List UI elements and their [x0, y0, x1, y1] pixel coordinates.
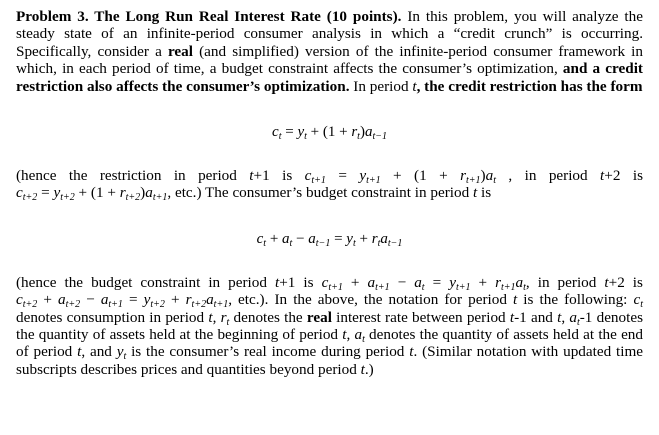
inline-equation-budget-t1: $c_{t+1} + a_{t+1} - a_t = y_{t+1} + r_{t+1}a_t$ — [321, 273, 526, 293]
problem-intro-paragraph: Problem 3. The Long Run Real Interest Rate (10 points). In this problem, you will analyze the steady state of an infinite-period consumer analysis in which a “credit crunch” is occurring. Specifically, consider a real (and simplified) version of the infinite-period consumer framework in which, in each period of time, a budget constraint affects the consumer’s optimization, and a credit restriction also affects the consumer’s optimization. In period t, the credit restriction has the form — [16, 8, 643, 95]
inline-equation-budget-t2: $c_{t+2} + a_{t+2} - a_{t+1} = y_{t+2} + r_{t+2}a_{t+1}$ — [16, 291, 229, 311]
restriction-continuation-paragraph: (hence the restriction in period t+1 is $c_{t+1} = y_{t+1} + (1 + r_{t+1})a_t$ , in period t+2 is $c_{t+2} = y_{t+2} + (1 + r_{t+2})a_{t+1}$, etc.) The consumer’s budget constraint in period t is — [16, 167, 643, 204]
emphasis-credit-clause: and a credit restriction also affects the consumer’s optimization. — [16, 60, 643, 95]
budget-constraint-equation: $c_t + a_t - a_{t-1} = y_t + r_ta_{t-1}$ — [256, 230, 403, 249]
inline-equation-restriction-t1: $c_{t+1} = y_{t+1} + (1 + r_{t+1})a_t$ — [304, 167, 496, 187]
emphasis-real-2: real — [306, 308, 332, 326]
credit-restriction-equation: $c_t = y_t + (1 + r_t)a_{t-1}$ — [272, 124, 387, 143]
notation-paragraph: (hence the budget constraint in period t+1 is $c_{t+1} + a_{t+1} - a_t = y_{t+1} + r_{t+1}a_t$, in period t+2 is $c_{t+2} + a_{t+2} - a_{t+1} = y_{t+2} + r_{t+2}a_{t+1}$, etc.). In the above, the notation for period t is the following: $c_t$ denotes consumption in period t, $r_t$ denotes the real interest rate between period t-1 and t, $a_t-1$ denotes the quantity of assets held at the beginning of period t, $a_t$ denotes the quantity of assets held at the end of period t, and $y_t$ is the consumer’s real income during period t. (Similar notation with updated time subscripts describes prices and quantities beyond period t.) — [16, 273, 644, 378]
problem-heading: Problem 3. The Long Run Real Interest Rate (10 points). — [16, 8, 402, 25]
inline-equation-restriction-t2: $c_{t+2} = y_{t+2} + (1 + r_{t+2})a_{t+1}$ — [16, 184, 168, 204]
emphasis-real: real — [167, 42, 193, 60]
